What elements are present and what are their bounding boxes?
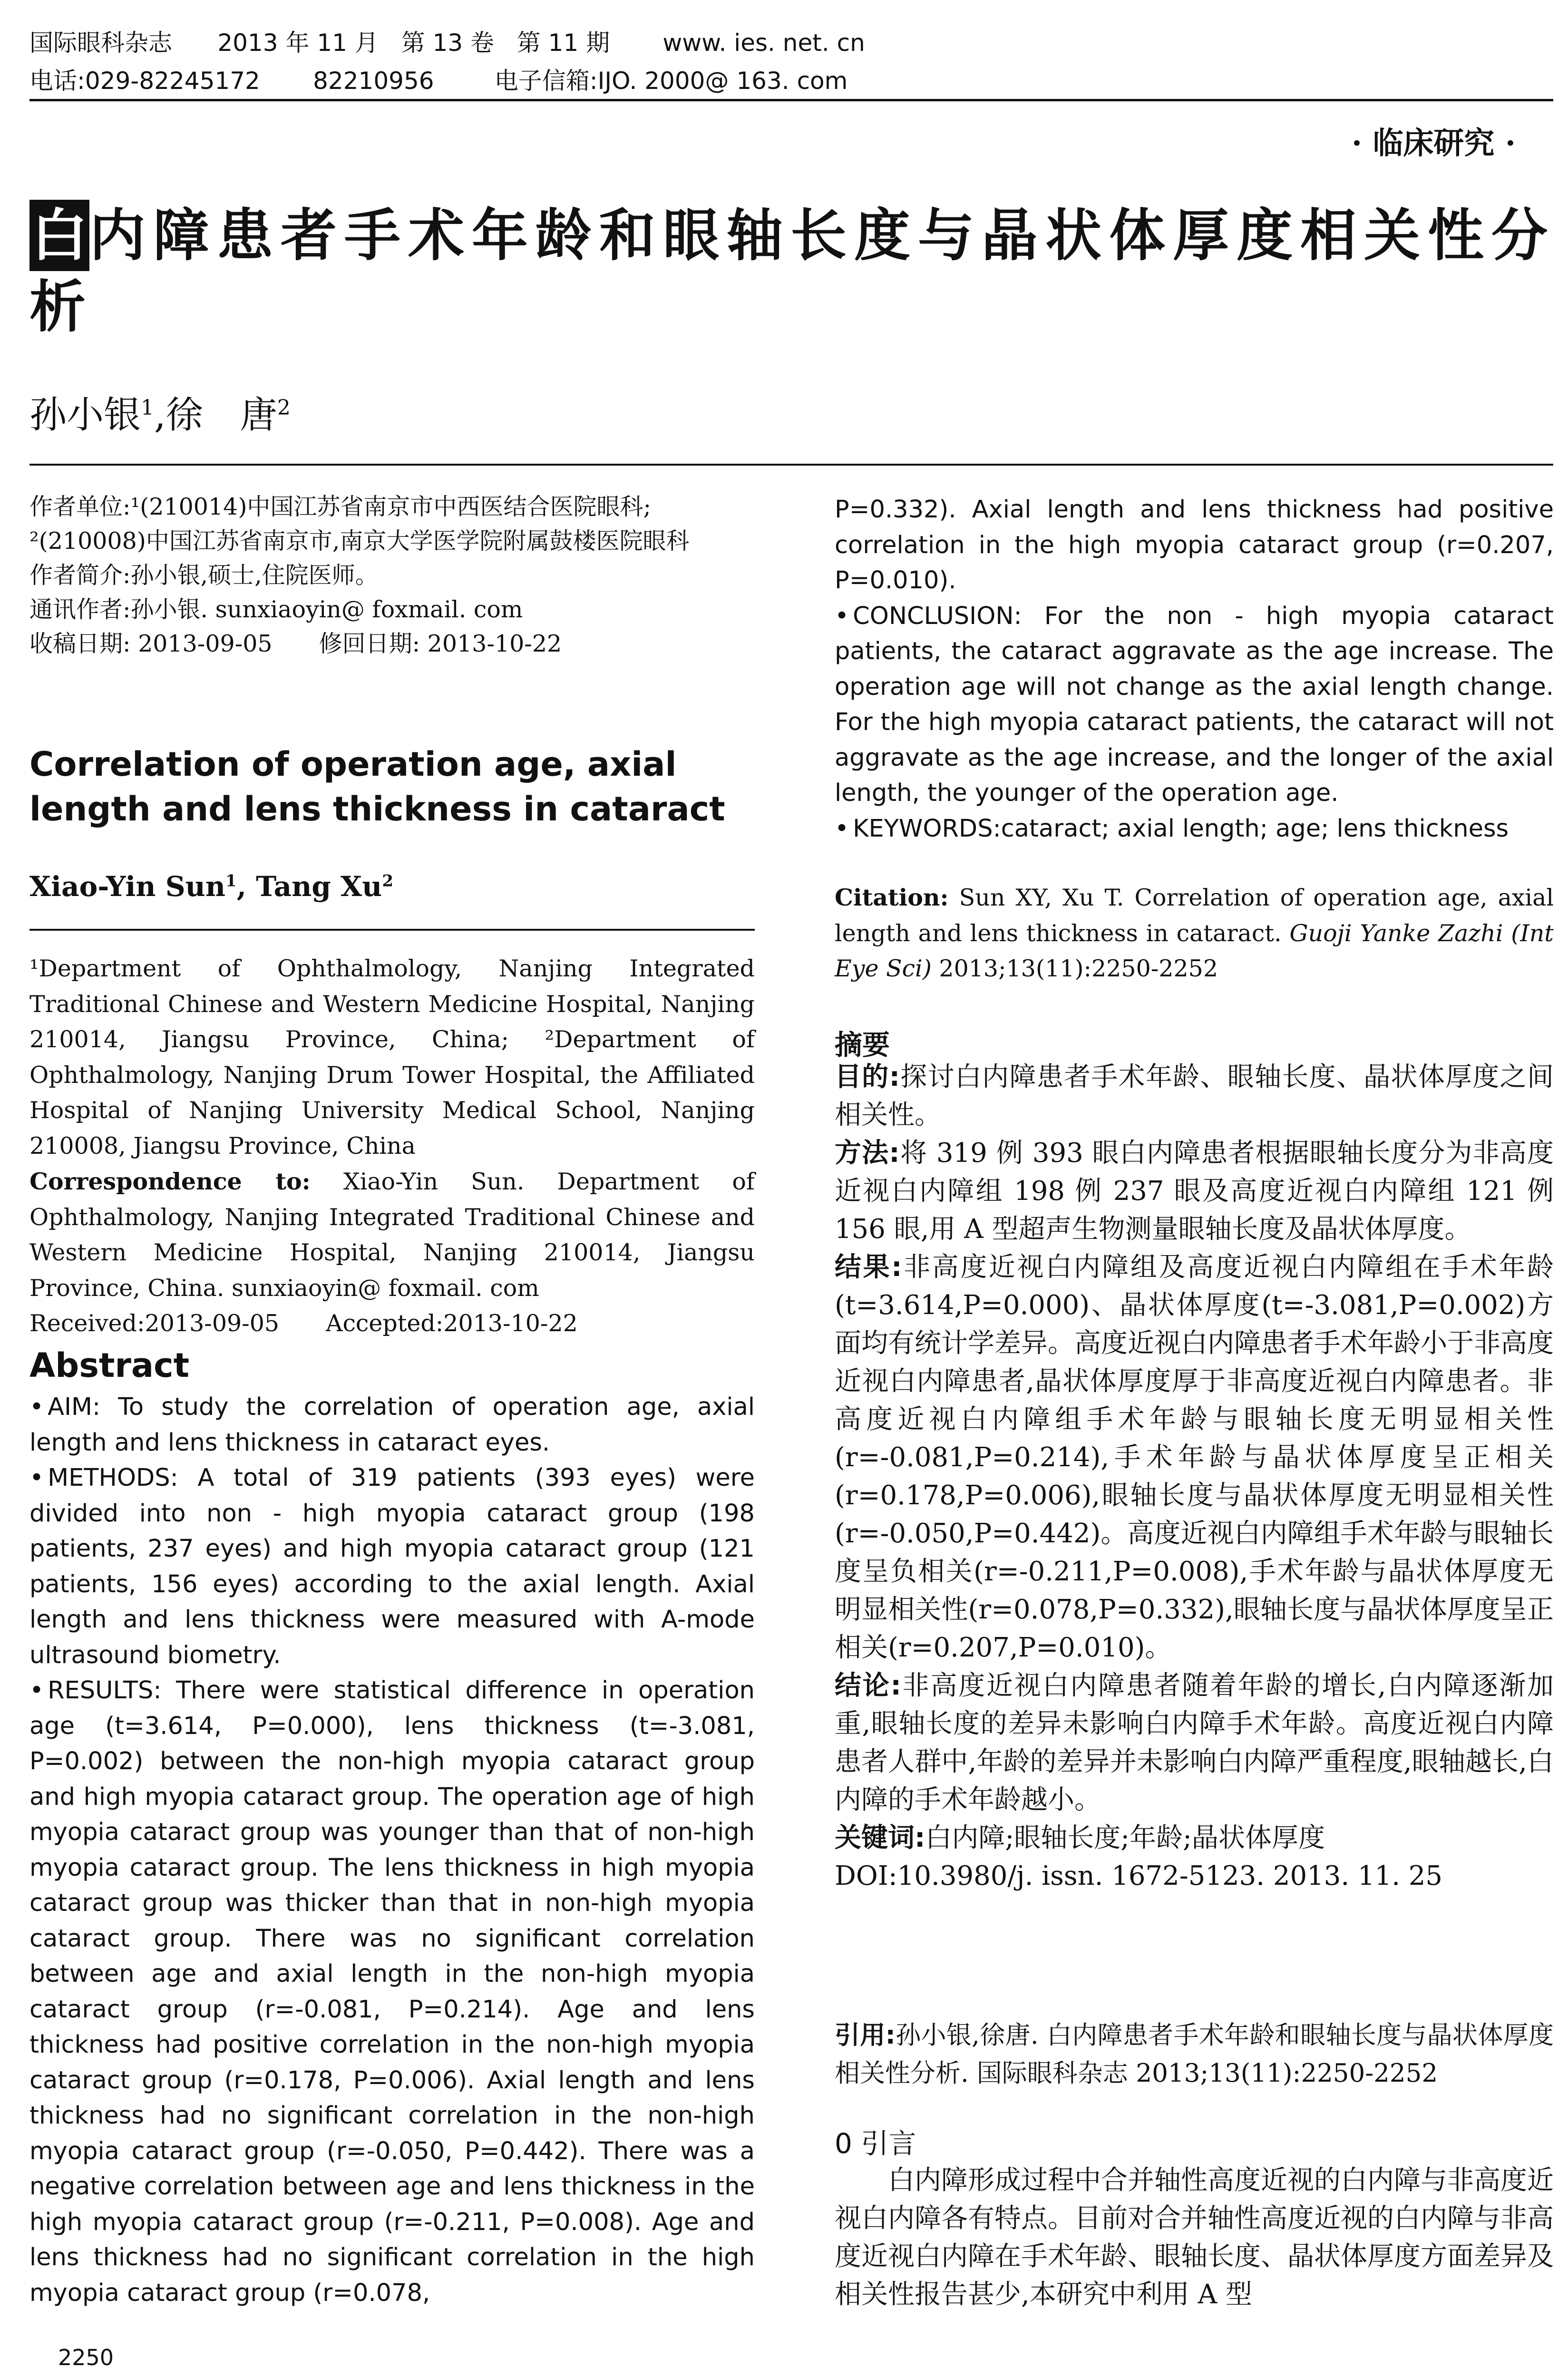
- abstract-right: [835, 492, 1554, 847]
- title-divider: [29, 464, 1553, 466]
- keywords-label: KEYWORDS:: [853, 814, 1001, 843]
- citation-text: Sun XY, Xu T. Correlation of operation age, axial length and lens thickness in cataract.: [835, 884, 1554, 947]
- author-1-affil: 1: [141, 396, 155, 420]
- author-2: ,徐 唐: [154, 394, 277, 437]
- abstract-heading: Abstract: [29, 1346, 190, 1385]
- dates-cn: 收稿日期: 2013-09-05 修回日期: 2013-10-22: [29, 630, 562, 657]
- english-title: Correlation of operation age, axial length and lens thickness in cataract: [29, 745, 725, 828]
- cn-methods-text: 将 319 例 393 眼白内障患者根据眼轴长度分为非高度近视白内障组 198 例 237 眼及高度近视白内障组 121 例 156 眼,用 A 型超声生物测量眼轴长度及晶状体厚度。: [835, 1138, 1554, 1245]
- abstract-keywords: [835, 811, 1554, 847]
- cn-aim-text: 探讨白内障患者手术年龄、眼轴长度、晶状体厚度之间相关性。: [835, 1062, 1554, 1130]
- affiliation-line-1: 作者单位:¹(210014)中国江苏省南京市中西医结合医院眼科;: [29, 493, 651, 520]
- cn-results: [835, 1248, 1554, 1667]
- affiliation-line-2: ²(210008)中国江苏省南京市,南京大学医学院附属鼓楼医院眼科: [29, 527, 690, 555]
- authors-cn: [29, 385, 291, 438]
- en-author-2: , Tang Xu: [236, 870, 382, 903]
- abstract-conclusion: [835, 599, 1554, 811]
- phone-2: 82210956: [313, 67, 434, 95]
- header-row-1: [29, 24, 1551, 62]
- cn-conclusion: [835, 1667, 1554, 1819]
- cn-methods-label: 方法:: [835, 1138, 900, 1169]
- cn-keywords-text: 白内障;眼轴长度;年龄;晶状体厚度: [925, 1822, 1325, 1853]
- intro-heading: 0 引言: [835, 2127, 916, 2160]
- cn-keywords-label: 关键词:: [835, 1822, 925, 1853]
- issue-date: 2013 年 11 月: [217, 29, 379, 57]
- section-label: · 临床研究 ·: [1351, 126, 1516, 161]
- article-title: [29, 200, 1561, 342]
- methods-text: A total of 319 patients (393 eyes) were divided into non - high myopia cataract group (198 patients, 237 eyes) and high myopia cataract group (121 patients, 156 eyes) according to the axial length. Axial length and lens thickness were measured with A-mode ultrasound biometry.: [29, 1464, 755, 1669]
- cn-conclusion-text: 非高度近视白内障患者随着年龄的增长,白内障逐渐加重,眼轴长度的差异未影响白内障手术年龄。高度近视白内障患者人群中,年龄的差异并未影响白内障严重程度,眼轴越长,白内障的手术年龄越小。: [835, 1670, 1554, 1815]
- cn-conclusion-label: 结论:: [835, 1670, 901, 1701]
- website-link[interactable]: www. ies. net. cn: [662, 29, 865, 57]
- abstract-cn: [835, 1058, 1554, 1895]
- keywords-text: cataract; axial length; age; lens thickness: [1001, 814, 1509, 843]
- header-divider: [29, 99, 1553, 101]
- cn-results-text: 非高度近视白内障组及高度近视白内障组在手术年龄(t=3.614,P=0.000)、晶状体厚度(t=-3.081,P=0.002)方面均有统计学差异。高度近视白内障患者手术年龄小于非高度近视白内障患者,晶状体厚度厚于非高度近视白内障患者。非高度近视白内障组手术年龄与眼轴长度无明显相关性(r=-0.081,P=0.214),手术年龄与晶状体厚度呈正相关(r=0.178,P=0.006),眼轴长度与晶状体厚度无明显相关性(r=-0.050,P=0.442)。高度近视白内障组手术年龄与眼轴长度呈负相关(r=-0.211,P=0.008),手术年龄与晶状体厚度无明显相关性(r=0.078,P=0.332),眼轴长度与晶状体厚度呈正相关(r=0.207,P=0.010)。: [835, 1252, 1554, 1663]
- results-text: There were statistical difference in operation age (t=3.614, P=0.000), lens thickness (t=-3.081, P=0.002) between the non-high myopia cataract group and high myopia cataract group. The operation age of high myopia cataract group was younger than that of non-high myopia cataract group. The lens thickness in high myopia cataract group was thicker than that in non-high myopia cataract group. There was no significant correlation between age and axial length in the non-high myopia cataract group (r=-0.081, P=0.214). Age and lens thickness had positive correlation in the non-high myopia cataract group (r=0.178, P=0.006). Axial length and lens thickness had no significant correlation in the non-high myopia cataract group (r=-0.050, P=0.442). There was a negative correlation between age and lens thickness in the high myopia cataract group (r=-0.211, P=0.008). Age and lens thickness had no significant correlation in the high myopia cataract group (r=0.078,: [29, 1676, 755, 2307]
- cn-aim: [835, 1058, 1554, 1134]
- title-text: 内障患者手术年龄和眼轴长度与晶状体厚度相关性分析: [29, 203, 1556, 340]
- citation-journal: Guoji Yanke Zazhi (Int Eye Sci): [835, 919, 1554, 982]
- cn-keywords: [835, 1819, 1554, 1857]
- citation-cn-text: 孙小银,徐唐. 白内障患者手术年龄和眼轴长度与晶状体厚度相关性分析. 国际眼科杂志 2013;13(11):2250-2252: [835, 2021, 1554, 2088]
- header-row-2: [29, 62, 1551, 100]
- citation-cn: [835, 2017, 1554, 2093]
- journal-name: 国际眼科杂志: [29, 29, 172, 57]
- abstract-aim: [29, 1390, 755, 1461]
- citation-cn-label: 引用:: [835, 2021, 896, 2050]
- conclusion-text: For the non - high myopia cataract patients, the cataract aggravate as the age increase. The operation age will not change as the axial length change. For the high myopia cataract patients, the cataract will not aggravate as the age increase, and the longer of the axial length, the younger of the operation age.: [835, 602, 1554, 807]
- aim-label: AIM:: [48, 1393, 101, 1421]
- author-2-affil: 2: [277, 396, 291, 420]
- email[interactable]: 电子信箱:IJO. 2000@ 163. com: [494, 67, 848, 95]
- cn-results-label: 结果:: [835, 1252, 902, 1283]
- english-authors: [29, 870, 755, 903]
- abstract-results: [29, 1673, 755, 2311]
- citation-en: [835, 880, 1554, 987]
- results-label: RESULTS:: [48, 1676, 162, 1705]
- volume: 第 13 卷: [401, 29, 495, 57]
- abstract-results-cont: P=0.332). Axial length and lens thickness had positive correlation in the high myopia cataract group (r=0.207, P=0.010).: [835, 496, 1554, 594]
- affiliation-en: [29, 951, 755, 1342]
- correspondence: [29, 1164, 755, 1306]
- conclusion-label: CONCLUSION:: [853, 602, 1022, 630]
- author-1: 孙小银: [29, 394, 141, 437]
- citation-label: Citation:: [835, 884, 949, 911]
- methods-label: METHODS:: [48, 1464, 178, 1492]
- affiliation-en-text: ¹Department of Ophthalmology, Nanjing Integrated Traditional Chinese and Western Medicine Hospital, Nanjing 210014, Jiangsu Province, China; ²Department of Ophthalmology, Nanjing Drum Tower Hospital, the Affiliated Hospital of Nanjing University Medical School, Nanjing 210008, Jiangsu Province, China: [29, 955, 755, 1159]
- corresponding-author: 通讯作者:孙小银. sunxiaoyin@ foxmail. com: [29, 596, 523, 623]
- affiliation-cn: [29, 490, 755, 661]
- cn-methods: [835, 1134, 1554, 1248]
- english-authors-divider: [29, 929, 755, 931]
- citation-tail: 2013;13(11):2250-2252: [931, 955, 1218, 982]
- page-number: 2250: [58, 2345, 114, 2370]
- phone: 电话:029-82245172: [29, 67, 260, 95]
- doi[interactable]: DOI:10.3980/j. issn. 1672-5123. 2013. 11. 25: [835, 1861, 1443, 1891]
- journal-header: [29, 24, 1551, 100]
- correspondence-text: Xiao-Yin Sun. Department of Ophthalmology, Nanjing Integrated Traditional Chinese and Western Medicine Hospital, Nanjing 210014, Jiangsu Province, China. sunxiaoyin@ foxmail. com: [29, 1168, 755, 1302]
- intro-text: 白内障形成过程中合并轴性高度近视的白内障与非高度近视白内障各有特点。目前对合并轴性高度近视的白内障与非高度近视白内障在手术年龄、眼轴长度、晶状体厚度方面差异及相关性报告甚少,本研究中利用 A 型: [835, 2165, 1554, 2310]
- en-author-2-affil: 2: [382, 871, 394, 891]
- aim-text: To study the correlation of operation age, axial length and lens thickness in cataract eyes.: [29, 1393, 755, 1457]
- abstract-methods: [29, 1461, 755, 1673]
- abstract-left: [29, 1390, 755, 2311]
- en-author-1-affil: 1: [225, 871, 237, 891]
- abstract-cn-heading: 摘要: [835, 1029, 890, 1061]
- received-dates: Received:2013-09-05 Accepted:2013-10-22: [29, 1310, 578, 1337]
- correspondence-label: Correspondence to:: [29, 1168, 311, 1195]
- author-bio: 作者简介:孙小银,硕士,住院医师。: [29, 562, 379, 589]
- en-author-1: Xiao-Yin Sun: [29, 870, 226, 903]
- cn-aim-label: 目的:: [835, 1062, 900, 1092]
- issue: 第 11 期: [516, 29, 610, 57]
- title-initial: 白: [29, 200, 89, 271]
